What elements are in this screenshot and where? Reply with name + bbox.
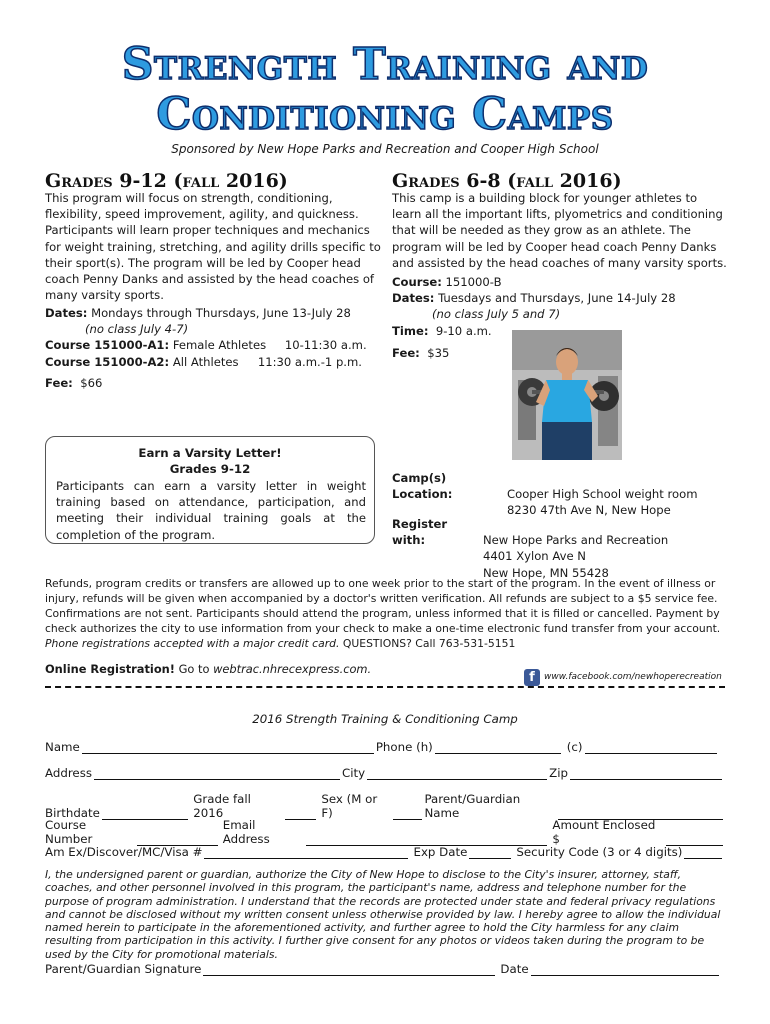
left-schedule xyxy=(45,305,385,370)
zip-field[interactable] xyxy=(570,766,722,780)
address-label: Address xyxy=(45,766,92,780)
sponsor-line: Sponsored by New Hope Parks and Recreation and Cooper High School xyxy=(171,142,599,156)
left-dates-value: Mondays through Thursdays, June 13-July 28 xyxy=(91,306,351,320)
course-a1-time: 10-11:30 a.m. xyxy=(284,338,367,353)
right-fee-label: Fee: xyxy=(392,346,420,360)
zip-label: Zip xyxy=(549,766,568,780)
right-dates-value: Tuesdays and Thursdays, June 14-July 28 xyxy=(438,291,676,306)
security-code-label: Security Code (3 or 4 digits) xyxy=(516,845,683,859)
online-go-to: Go to xyxy=(178,662,210,676)
right-time-value: 9-10 a.m. xyxy=(435,323,492,338)
course-number-label: Course Number xyxy=(45,818,93,846)
online-url-link[interactable]: webtrac.nhrecexpress.com. xyxy=(213,662,372,676)
card-number-field[interactable] xyxy=(204,845,408,859)
left-fee-value: $66 xyxy=(80,376,103,390)
course-a2-label: Course 151000-A2: xyxy=(45,354,170,369)
page-title-line-1: Strength Training and xyxy=(121,39,649,90)
varsity-grades: Grades 9-12 xyxy=(169,462,251,476)
register-label: Register with: xyxy=(392,517,448,548)
exp-date-field[interactable] xyxy=(469,845,511,859)
register-with xyxy=(392,516,668,581)
right-fee-value: $35 xyxy=(427,346,450,360)
online-registration xyxy=(45,662,371,676)
right-course-value: 151000-B xyxy=(445,275,502,289)
phone-cell-label: (c) xyxy=(566,740,583,754)
right-description: This camp is a building block for younger athletes to learn all the important lifts, plyometrics and conditioning that will be needed as they grow as an athlete. The program will be led by Cooper head coach Penny Danks and assisted by the head coaches of many varsity sports. xyxy=(392,191,727,270)
email-label: Email Address xyxy=(222,818,270,846)
phone-registrations: Phone registrations accepted with a major credit card. xyxy=(45,637,340,650)
facebook-icon[interactable]: f xyxy=(524,669,540,686)
varsity-title: Earn a Varsity Letter! xyxy=(138,446,282,460)
questions-line: QUESTIONS? Call 763-531-5151 xyxy=(342,637,516,650)
city-field[interactable] xyxy=(367,766,547,780)
left-fee-label: Fee: xyxy=(45,376,73,390)
city-label: City xyxy=(341,766,366,780)
form-row-signature xyxy=(45,962,725,976)
exp-date-label: Exp Date xyxy=(413,845,468,859)
left-description: This program will focus on strength, conditioning, flexibility, speed improvement, agility, and quickness. Participants will learn proper techniques and mechanics for weight training, stretching, and agility drills specific to their sport(s). The program will be led by Cooper head coach Penny Danks and assisted by the head coaches of many varsity sports. xyxy=(45,191,381,303)
register-line-1: New Hope Parks and Recreation xyxy=(483,533,669,548)
course-a1-label: Course 151000-A1: xyxy=(45,338,170,353)
form-row-birthdate xyxy=(45,792,725,820)
sex-label: Sex (M or F) xyxy=(321,792,378,820)
form-row-payment xyxy=(45,845,725,859)
birthdate-label: Birthdate xyxy=(45,806,100,820)
right-course-label: Course: xyxy=(392,275,442,289)
facebook-url[interactable]: www.facebook.com/newhoperecreation xyxy=(544,672,722,682)
grade-label: Grade fall 2016 xyxy=(193,792,251,820)
right-time-label: Time: xyxy=(392,323,429,338)
phone-cell-field[interactable] xyxy=(585,740,717,754)
varsity-letter-box xyxy=(45,436,375,544)
course-a2-time: 11:30 a.m.-1 p.m. xyxy=(257,354,362,369)
card-label: Am Ex/Discover/MC/Visa # xyxy=(45,845,203,859)
course-a1-group: Female Athletes xyxy=(172,338,267,353)
security-code-field[interactable] xyxy=(684,845,722,859)
left-heading: Grades 9-12 (fall 2016) xyxy=(45,170,288,192)
online-label: Online Registration! xyxy=(45,662,175,676)
location-label: Camp(s) Location: xyxy=(392,471,453,502)
register-line-3: New Hope, MN 55428 xyxy=(483,565,609,580)
right-dates-label: Dates: xyxy=(392,291,435,306)
name-field[interactable] xyxy=(82,740,374,754)
signature-label: Parent/Guardian Signature xyxy=(45,962,202,976)
phone-home-field[interactable] xyxy=(435,740,561,754)
name-label: Name xyxy=(45,740,80,754)
cut-line-divider xyxy=(45,686,725,688)
course-number-field[interactable] xyxy=(137,832,217,846)
location-line-2: 8230 47th Ave N, New Hope xyxy=(507,503,671,518)
left-fee xyxy=(45,375,102,391)
signature-date-field[interactable] xyxy=(531,962,719,976)
athlete-lifting-illustration xyxy=(512,330,622,460)
left-no-class: (no class July 4-7) xyxy=(85,322,189,337)
page-title-line-2: Conditioning Camps xyxy=(156,89,614,140)
address-field[interactable] xyxy=(94,766,340,780)
camp-location xyxy=(392,470,698,519)
right-no-class: (no class July 5 and 7) xyxy=(432,307,561,322)
refund-policy xyxy=(45,576,725,651)
phone-home-label: Phone (h) xyxy=(375,740,433,754)
varsity-text: Participants can earn a varsity letter in weight training based on attendance, participation, and meeting their individual training goals at the completion of the program. xyxy=(56,479,366,542)
form-row-name xyxy=(45,740,725,754)
left-dates-label: Dates: xyxy=(45,306,88,320)
signature-date-label: Date xyxy=(500,962,529,976)
form-title: 2016 Strength Training & Conditioning Camp xyxy=(252,712,518,726)
form-row-address xyxy=(45,766,725,780)
right-heading: Grades 6-8 (fall 2016) xyxy=(392,170,622,192)
course-a2-group: All Athletes xyxy=(172,354,239,369)
register-line-2: 4401 Xylon Ave N xyxy=(483,549,586,564)
right-fee xyxy=(392,345,449,361)
legal-authorization: I, the undersigned parent or guardian, authorize the City of New Hope to disclose to the City's insurer, attorney, staff, coaches, and other personnel involved in this program, the participant's name, address and telephone number for the purpose of program administration. I understand that the records are protected under state and federal privacy regulations and cannot be disclosed without my written consent unless otherwise provided by law. I hereby agree to allow the individual named herein to participate in the aforementioned activity, and further agree to hold the City harmless for any claim resulting from participation in this activity. I further give consent for any photos or videos taken during the program to be used by the City for promotional materials. xyxy=(45,868,721,961)
amount-label: Amount Enclosed $ xyxy=(552,818,656,846)
amount-field[interactable] xyxy=(666,832,723,846)
parent-name-label: Parent/Guardian Name xyxy=(424,792,521,820)
form-row-course xyxy=(45,818,725,846)
athlete-photo xyxy=(512,330,622,460)
refund-text: Refunds, program credits or transfers are allowed up to one week prior to the start of the program. In the event of illness or injury, refunds will be given when accompanied by a doctor's written verification. All refunds are subject to a $5 service fee. Confirmations are not sent. Participants should attend the program, unless informed that it is filled or cancelled. Payment by check authorizes the city to use information from your check to make a one-time electronic fund transfer from your account. xyxy=(45,577,721,635)
signature-field[interactable] xyxy=(203,962,495,976)
email-field[interactable] xyxy=(306,832,547,846)
location-line-1: Cooper High School weight room xyxy=(507,487,698,502)
